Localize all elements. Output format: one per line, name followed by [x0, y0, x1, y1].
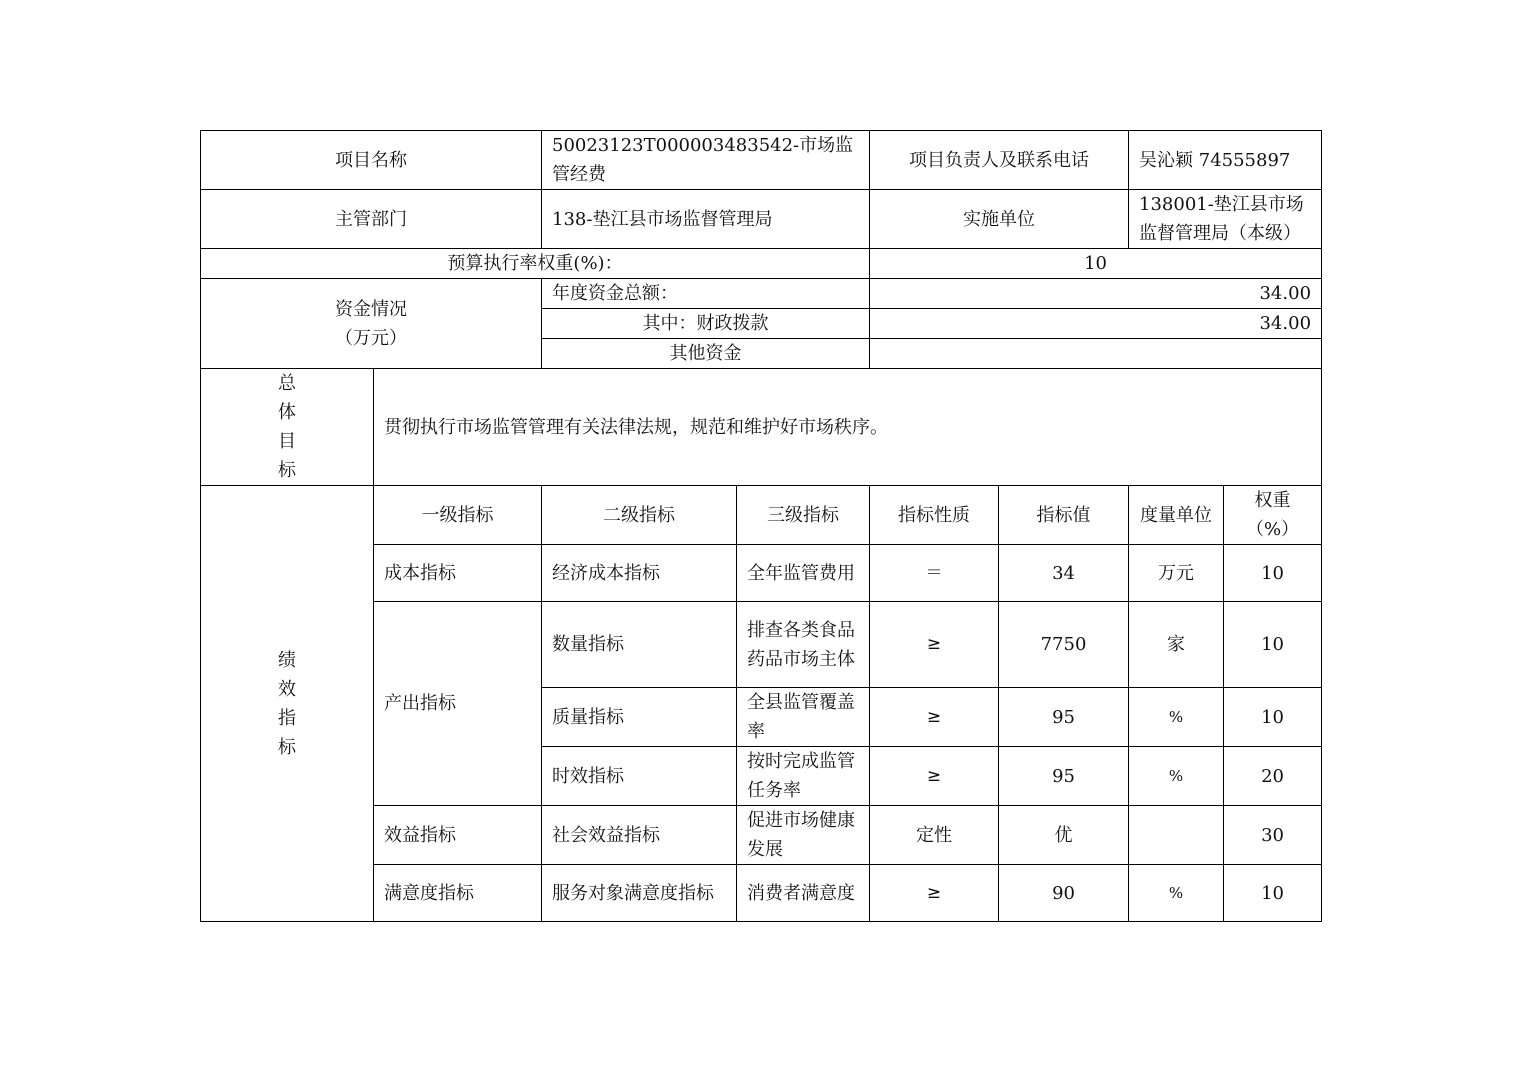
- nature-cell: ≥: [870, 688, 999, 747]
- funds-label-line2: （万元）: [335, 327, 407, 349]
- funds-fiscal-value: 34.00: [870, 309, 1322, 339]
- budget-weight-value: 10: [870, 249, 1322, 279]
- weight-cell: 10: [1224, 545, 1322, 602]
- level3-cell: 促进市场健康发展: [737, 806, 870, 865]
- level2-cell: 时效指标: [542, 747, 737, 806]
- header-unit: 度量单位: [1129, 486, 1224, 545]
- project-name-value: 50023123T000003483542-市场监管经费: [542, 131, 870, 190]
- level1-cell: 产出指标: [374, 602, 542, 806]
- indicators-label-char: 绩: [278, 649, 296, 671]
- level2-cell: 服务对象满意度指标: [542, 865, 737, 922]
- value-cell: 95: [999, 688, 1129, 747]
- header-weight: 权重（%）: [1224, 486, 1322, 545]
- weight-cell: 30: [1224, 806, 1322, 865]
- project-owner-label: 项目负责人及联系电话: [870, 131, 1129, 190]
- project-owner-value: 吴沁颖 74555897: [1129, 131, 1322, 190]
- level1-cell: 效益指标: [374, 806, 542, 865]
- unit-cell: 家: [1129, 602, 1224, 688]
- nature-cell: ＝: [870, 545, 999, 602]
- goal-label-char: 目: [278, 431, 296, 452]
- funds-other-label: 其他资金: [542, 339, 870, 369]
- funds-total-label: 年度资金总额：: [542, 279, 870, 309]
- goal-label: [201, 369, 374, 486]
- level2-cell: 社会效益指标: [542, 806, 737, 865]
- value-cell: 7750: [999, 602, 1129, 688]
- project-name-label: 项目名称: [201, 131, 542, 190]
- budget-weight-label: 预算执行率权重(%)：: [201, 249, 870, 279]
- level1-cell: 成本指标: [374, 545, 542, 602]
- weight-cell: 20: [1224, 747, 1322, 806]
- level2-cell: 经济成本指标: [542, 545, 737, 602]
- goal-label-char: 体: [278, 402, 296, 423]
- header-level1: 一级指标: [374, 486, 542, 545]
- unit-label: 实施单位: [870, 190, 1129, 249]
- level2-cell: 数量指标: [542, 602, 737, 688]
- header-nature: 指标性质: [870, 486, 999, 545]
- performance-table: [200, 130, 1322, 922]
- value-cell: 优: [999, 806, 1129, 865]
- level3-cell: 全县监管覆盖率: [737, 688, 870, 747]
- unit-cell: [1129, 806, 1224, 865]
- goal-text: 贯彻执行市场监管管理有关法律法规，规范和维护好市场秩序。: [374, 369, 1322, 486]
- nature-cell: ≥: [870, 747, 999, 806]
- nature-cell: 定性: [870, 806, 999, 865]
- weight-cell: 10: [1224, 865, 1322, 922]
- indicators-label-char: 标: [278, 736, 296, 758]
- level2-cell: 质量指标: [542, 688, 737, 747]
- header-level3: 三级指标: [737, 486, 870, 545]
- goal-label-char: 总: [278, 373, 296, 394]
- funds-label-line1: 资金情况: [335, 298, 407, 320]
- weight-cell: 10: [1224, 688, 1322, 747]
- level3-cell: 按时完成监管任务率: [737, 747, 870, 806]
- indicators-label: [201, 486, 374, 922]
- unit-cell: %: [1129, 865, 1224, 922]
- unit-cell: %: [1129, 747, 1224, 806]
- funds-label: [201, 279, 542, 369]
- header-value: 指标值: [999, 486, 1129, 545]
- unit-cell: 万元: [1129, 545, 1224, 602]
- goal-label-char: 标: [278, 460, 296, 481]
- header-level2: 二级指标: [542, 486, 737, 545]
- funds-other-value: [870, 339, 1322, 369]
- nature-cell: ≥: [870, 865, 999, 922]
- level3-cell: 排查各类食品药品市场主体: [737, 602, 870, 688]
- dept-label: 主管部门: [201, 190, 542, 249]
- indicators-label-char: 效: [278, 678, 296, 700]
- weight-cell: 10: [1224, 602, 1322, 688]
- value-cell: 90: [999, 865, 1129, 922]
- level3-cell: 消费者满意度: [737, 865, 870, 922]
- unit-value: 138001-垫江县市场监督管理局（本级）: [1129, 190, 1322, 249]
- nature-cell: ≥: [870, 602, 999, 688]
- dept-value: 138-垫江县市场监督管理局: [542, 190, 870, 249]
- value-cell: 95: [999, 747, 1129, 806]
- value-cell: 34: [999, 545, 1129, 602]
- level3-cell: 全年监管费用: [737, 545, 870, 602]
- funds-total-value: 34.00: [870, 279, 1322, 309]
- level1-cell: 满意度指标: [374, 865, 542, 922]
- unit-cell: %: [1129, 688, 1224, 747]
- funds-fiscal-label: 其中：财政拨款: [542, 309, 870, 339]
- indicators-label-char: 指: [278, 707, 296, 729]
